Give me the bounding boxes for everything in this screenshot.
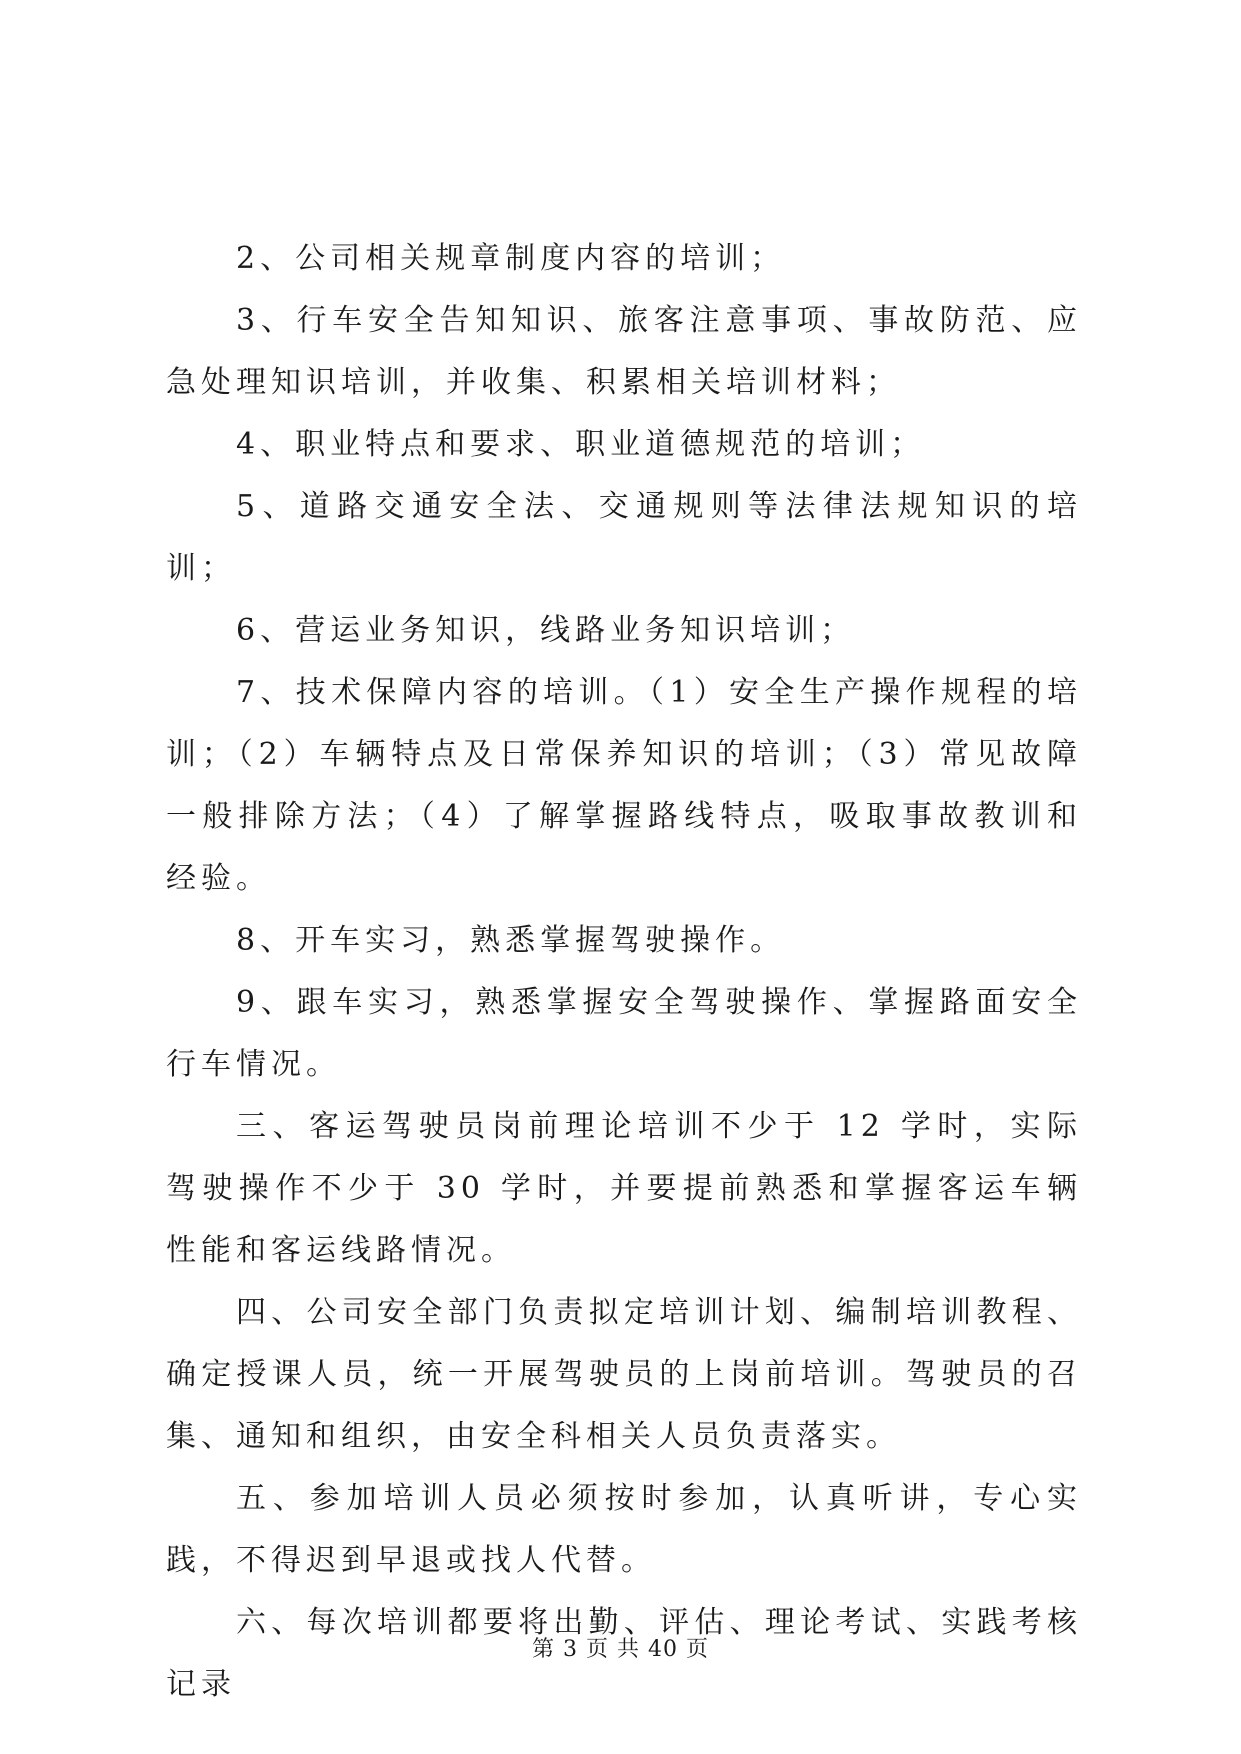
paragraph: 2、公司相关规章制度内容的培训； [236, 241, 786, 276]
page-number-footer: 第 3 页 共 40 页 [532, 1637, 709, 1662]
paragraph: 三、客运驾驶员岗前理论培训不少于 12 学时，实际驾驶操作不少于 30 学时，并要提前熟悉和掌握客运车辆性能和客运线路情况。 [166, 1109, 1082, 1268]
paragraph: 六、每次培训都要将出勤、评估、理论考试、实践考核记录 [166, 1605, 1082, 1702]
paragraph: 五、参加培训人员必须按时参加，认真听讲，专心实践，不得迟到早退或找人代替。 [166, 1481, 1082, 1578]
paragraph: 7、技术保障内容的培训。（1）安全生产操作规程的培训；（2）车辆特点及日常保养知识的培训；（3）常见故障一般排除方法；（4）了解掌握路线特点，吸取事故教训和经验。 [166, 675, 1082, 896]
paragraph: 3、行车安全告知知识、旅客注意事项、事故防范、应急处理知识培训，并收集、积累相关培训材料； [166, 303, 1082, 400]
paragraph: 9、跟车实习，熟悉掌握安全驾驶操作、掌握路面安全行车情况。 [166, 985, 1082, 1082]
paragraph: 四、公司安全部门负责拟定培训计划、编制培训教程、确定授课人员，统一开展驾驶员的上岗前培训。驾驶员的召集、通知和组织，由安全科相关人员负责落实。 [166, 1295, 1082, 1454]
paragraph: 6、营运业务知识，线路业务知识培训； [236, 613, 856, 648]
body-text [166, 228, 1082, 1716]
paragraph: 5、道路交通安全法、交通规则等法律法规知识的培训； [166, 489, 1082, 586]
paragraph: 8、开车实习，熟悉掌握驾驶操作。 [236, 923, 786, 958]
paragraph: 4、职业特点和要求、职业道德规范的培训； [236, 427, 926, 462]
